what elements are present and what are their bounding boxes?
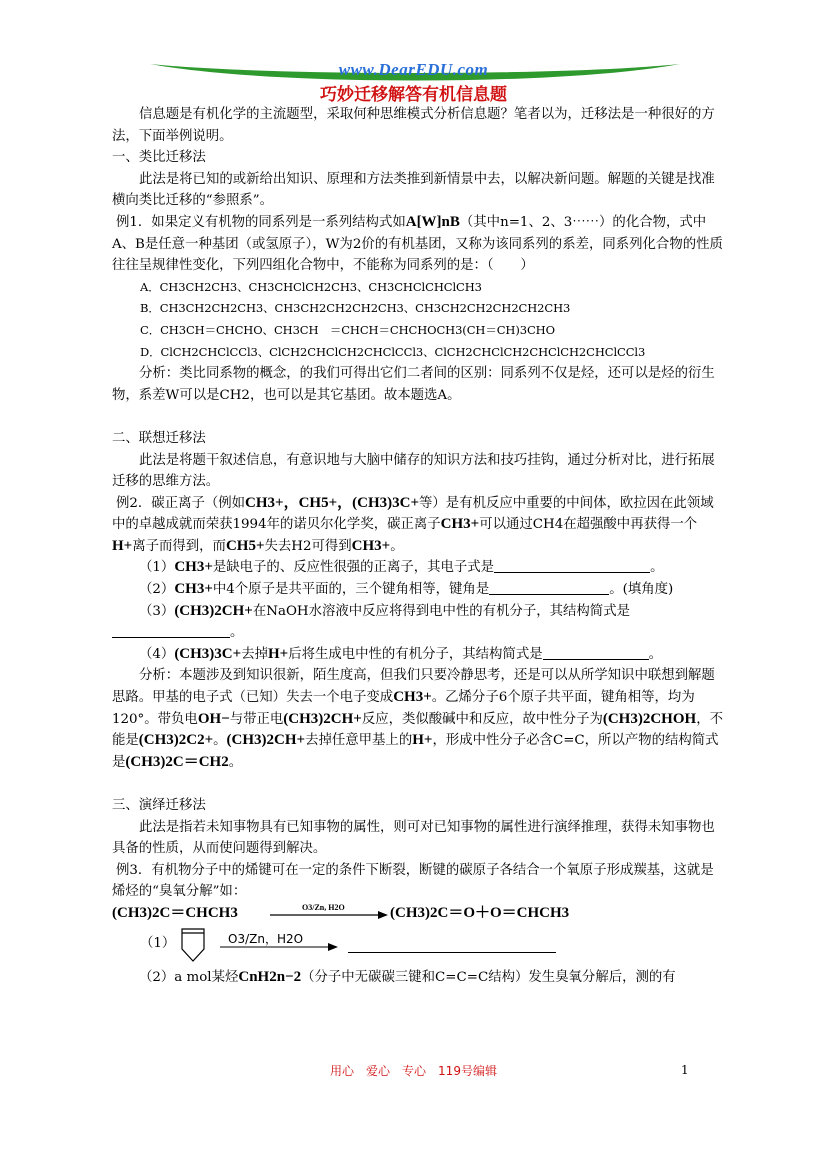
spacer [112,773,724,795]
formula-ch3-2ch: (CH3)2CH+ [174,602,253,619]
formula-oh: OH− [197,710,230,727]
analysis-text: ，不能是 [112,711,723,749]
example1-text-b: （其中n=1、2、3⋯⋯）的化合物，式中A、B是任意一种基团（或氢原子），W为2价的有机基团，又称为该同系列的系差，同系列化合物的性质往往呈规律性变化，下列四组化合物中，不能称为同系列的是：（ ） [112,214,723,274]
formula-h: H+ [412,732,433,749]
analysis-text: 反应，类似酸碱中和反应，故中性分子为 [361,711,603,727]
analysis-text: 分析：本题涉及到知识很新，陌生度高，但我们只要冷静思考，还是可以从所学知识中联想到解题思路。甲基的电子式（已知）失去一个电子变成 [112,668,715,706]
option-a: A．CH3CH2CH3、CH3CHClCH2CH3、CH3CHClCHClCH3 [140,279,482,294]
example3-subquestion-1 [112,927,724,967]
reaction-condition: O3/Zn，H2O [228,931,304,946]
subquestion-text: 中4个原子是共平面的，三个键角相等，键角是 [212,582,490,598]
example2-question: 例2．碳正离子（例如CH3+，CH5+，(CH3)3C+等）是有机反应中重要的中间体，欧拉因在此领域中的卓越成就而荣获1994年的诺贝尔化学奖，碳正离子CH3+可以通过CH4在超强酸中再获得一个H+离子而得到，而CH5+失去H2可得到CH3+。 [112,494,714,554]
formula-ch3: CH3+ [393,689,432,706]
example1-analysis: 分析：类比同系物的概念，的我们可得出它们二者间的区别：同系列不仅是烃，还可以是烃的衍生物，系差W可以是CH2，也可以是其它基团。故本题选A。 [112,366,715,403]
answer-blank [543,645,649,660]
analysis-text: 。乙烯分子6个原子共平面，键角相等，均为120°。带负电 [112,690,695,727]
subquestion-text: （分子中无碳碳三键和C=C=C结构）发生臭氧分解后，测的有 [301,969,676,985]
subquestion-3-answer: 。 [112,622,724,644]
footer-text: 用心 爱心 专心 119号编辑 [330,1064,497,1078]
example2-text-4: 离子而得到，而 [132,538,226,554]
formula-ch3: CH3+ [174,581,213,598]
example3-subquestion-2 [112,967,724,989]
subquestion-text: 后将生成电中性的有机分子，其结构简式是 [288,646,543,662]
option-d: D．ClCH2CHClCCl3、ClCH2CHClCH2CHClCCl3、ClCH2CHClCH2CHClCH2CHClCCl3 [140,344,646,359]
formula-ch3-2c2: (CH3)2C2+ [138,732,214,749]
reaction-arrow-icon [270,901,388,921]
cycloalkene-structure-icon [178,927,208,963]
reaction-arrow-icon [220,941,338,953]
answer-blank [112,623,230,638]
subquestion-number: （3） [139,603,175,619]
answer-blank [494,558,650,573]
analysis-text: 。 [213,733,227,749]
example2-text-5: 失去H2可得到 [264,538,352,554]
analysis-text: 去掉任意甲基上的 [305,733,413,749]
subquestion-hint: 。(填角度) [609,582,674,598]
answer-blank [489,580,609,595]
site-url: www.DearEDU.com [338,60,489,79]
formula-ch3: CH3+ [174,559,213,576]
analysis-text: 与带正电 [229,711,284,727]
subquestion-3 [112,601,724,623]
subquestion-number: （4） [139,646,175,662]
section2-description: 此法是将题干叙述信息，有意识地与大脑中储存的知识方法和技巧挂钩，通过分析对比，进行拓展迁移的思维方法。 [112,452,715,490]
document-title: 巧妙迁移解答有机信息题 [320,85,507,105]
formula-ch3-2ch: (CH3)2CH+ [226,732,306,749]
subquestion-text: （2）a mol某烃 [139,969,239,985]
section2-heading: 二、联想迁移法 [112,430,206,446]
section3-heading: 三、演绎迁移法 [112,798,206,813]
ozonolysis-equation [112,903,724,927]
formula-cnh2n-2: CnH2n−2 [238,968,302,985]
spacer [112,406,724,428]
option-b: B．CH3CH2CH2CH3、CH3CH2CH2CH2CH3、CH3CH2CH2CH2CH2CH3 [140,301,571,316]
formula-ch3: CH3+ [440,516,480,533]
example2-text-3: 可以通过CH4在超强酸中再获得一个 [479,517,698,533]
subquestion-number: （1） [140,935,176,951]
section1-description: 此法是将已知的或新给出知识、原理和方法类推到新情景中去，以解决新问题。解题的关键是找准横向类比迁移的“参照系”。 [112,171,715,209]
section1-heading: 一、类比迁移法 [112,150,206,166]
example2-ions: CH3+，CH5+，(CH3)3C+ [245,494,420,511]
example2-text-1: 例2．碳正离子（例如 [116,495,246,511]
formula-ch3-2ch: (CH3)2CH+ [283,710,362,727]
equation-condition: O3/Zn, H2O [302,902,345,912]
subquestion-text: 在NaOH水溶液中反应将得到电中性的有机分子，其结构简式是 [252,603,630,619]
subquestion-4: （4）(CH3)3C+去掉H+后将生成电中性的有机分子，其结构简式是 。 [139,645,662,662]
formula-ch5: CH5+ [225,537,265,554]
subquestion-number: （1） [139,560,175,576]
formula-product: (CH3)2C＝CH2 [125,753,229,770]
option-c: C．CH3CH＝CHCHO、CH3CH ＝CHCH＝CHCHOCH3(CH＝CH)3CHO [140,322,555,337]
example2-text-2: 等）是有机反应中重要的中间体，欧拉因在此领域中的卓越成就而荣获1994年的诺贝尔化学奖，碳正离子 [112,495,714,533]
subquestion-2 [112,579,724,601]
formula-h: H+ [267,645,289,662]
example3-question: 例3．有机物分子中的烯键可在一定的条件下断裂，断键的碳原子各结合一个氧原子形成羰基，这就是烯烃的“臭氧分解”如： [112,862,714,900]
example1-text-a: 例1．如果定义有机物的同系列是一系列结构式如 [116,214,406,230]
subquestion-1: （1）CH3+是缺电子的、反应性很强的正离子，其电子式是 。 [139,559,664,576]
subquestion-text: 去掉 [241,646,268,662]
subquestion-number: （2） [139,582,175,598]
section3-description: 此法是指若未知事物具有已知事物的属性，则可对已知事物的属性进行演绎推理，获得未知事物也具备的性质，从而使问题得到解决。 [112,819,715,857]
example2-analysis: 分析：本题涉及到知识很新，陌生度高，但我们只要冷静思考，还是可以从所学知识中联想到解题思路。甲基的电子式（已知）失去一个电子变成CH3+。乙烯分子6个原子共平面，键角相等，均为120°。带负电OH−与带正电(CH3)2CH+反应，类似酸碱中和反应，故中性分子为(CH3)2CHOH，不能是(CH3)2C2+。(CH3)2CH+去掉任意甲基上的H+，形成中性分子必含C=C，所以产物的结构简式是(CH3)2C＝CH2。 [112,668,723,770]
homolog-formula: A[W]nB [405,213,460,230]
example1-question [112,212,724,277]
analysis-text: ，形成中性分子必含C=C，所以产物的结构简式是 [112,733,719,770]
formula-h: H+ [112,537,133,554]
equation-products: (CH3)2C＝O＋O＝CHCH3 [390,904,570,921]
subquestion-text: 是缺电子的、反应性很强的正离子，其电子式是 [212,560,495,576]
answer-blank [348,952,556,953]
formula-ch3-3c: (CH3)3C+ [174,645,242,662]
formula-ch3-2choh: (CH3)2CHOH [602,710,697,727]
intro-paragraph: 信息题是有机化学的主流题型，采取何种思维模式分析信息题？笔者以为，迁移法是一种很好的方法，下面举例说明。 [112,107,715,144]
equation-reactant: (CH3)2C＝CHCH3 [112,904,238,921]
page-number: 1 [681,1063,689,1077]
document-body [112,104,724,989]
formula-ch3: CH3+ [351,537,391,554]
